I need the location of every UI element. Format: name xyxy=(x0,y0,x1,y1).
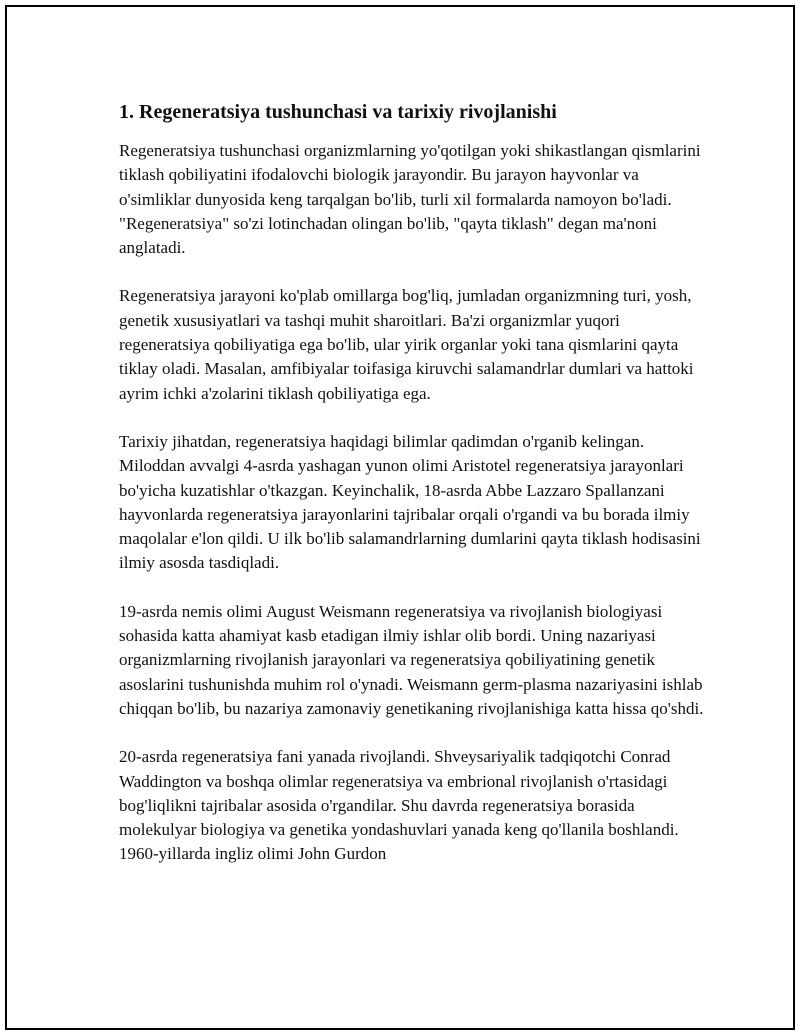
paragraph-5: 20-asrda regeneratsiya fani yanada rivojlandi. Shveysariyalik tadqiqotchi Conrad Waddington va boshqa olimlar regeneratsiya va embrional rivojlanish o'rtasidagi bog'liqlikni tajribalar asosida o'rgandilar. Shu davrda regeneratsiya borasida molekulyar biologiya va genetika yondashuvlari yanada keng qo'llanila boshlandi. 1960-yillarda ingliz olimi John Gurdon xyxy=(119,747,679,864)
paragraph-1: Regeneratsiya tushunchasi organizmlarning yo'qotilgan yoki shikastlangan qismlarini tiklash qobiliyatini ifodalovchi biologik jarayondir. Bu jarayon hayvonlar va o'simliklar dunyosida keng tarqalgan bo'lib, turli xil formalarda namoyon bo'ladi. "Regeneratsiya" so'zi lotinchadan olingan bo'lib, "qayta tiklash" degan ma'noni anglatadi. xyxy=(119,141,701,258)
paragraph-2: Regeneratsiya jarayoni ko'plab omillarga bog'liq, jumladan organizmning turi, yosh, genetik xususiyatlari va tashqi muhit sharoitlari. Ba'zi organizmlar yuqori regeneratsiya qobiliyatiga ega bo'lib, ular yirik organlar yoki tana qismlarini qayta tiklay oladi. Masalan, amfibiyalar toifasiga kiruvchi salamandrlar dumlari va hattoki ayrim ichki a'zolarini tiklash qobiliyatiga ega. xyxy=(119,286,694,403)
section-heading: 1. Regeneratsiya tushunchasi va tarixiy rivojlanishi xyxy=(119,101,557,123)
document-body xyxy=(119,97,709,891)
paragraph-3: Tarixiy jihatdan, regeneratsiya haqidagi bilimlar qadimdan o'rganib kelingan. Miloddan avvalgi 4-asrda yashagan yunon olimi Aristotel regeneratsiya jarayonlari bo'yicha kuzatishlar o'tkazgan. Keyinchalik, 18-asrda Abbe Lazzaro Spallanzani hayvonlarda regeneratsiya jarayonlarini tajribalar orqali o'rgandi va bu borada ilmiy maqolalar e'lon qildi. U ilk bo'lib salamandrlarning dumlarini qayta tiklash hodisasini ilmiy asosda tasdiqladi. xyxy=(119,431,701,573)
paragraph-4: 19-asrda nemis olimi August Weismann regeneratsiya va rivojlanish biologiyasi sohasida katta ahamiyat kasb etadigan ilmiy ishlar olib bordi. Uning nazariyasi organizmlarning rivojlanish jarayonlari va regeneratsiya qobiliyatining genetik asoslarini tushunishda muhim rol o'ynadi. Weismann germ-plasma nazariyasini ishlab chiqqan bo'lib, bu nazariya zamonaviy genetikaning rivojlanishiga katta hissa qo'shdi. xyxy=(119,601,704,718)
page xyxy=(5,5,795,1030)
